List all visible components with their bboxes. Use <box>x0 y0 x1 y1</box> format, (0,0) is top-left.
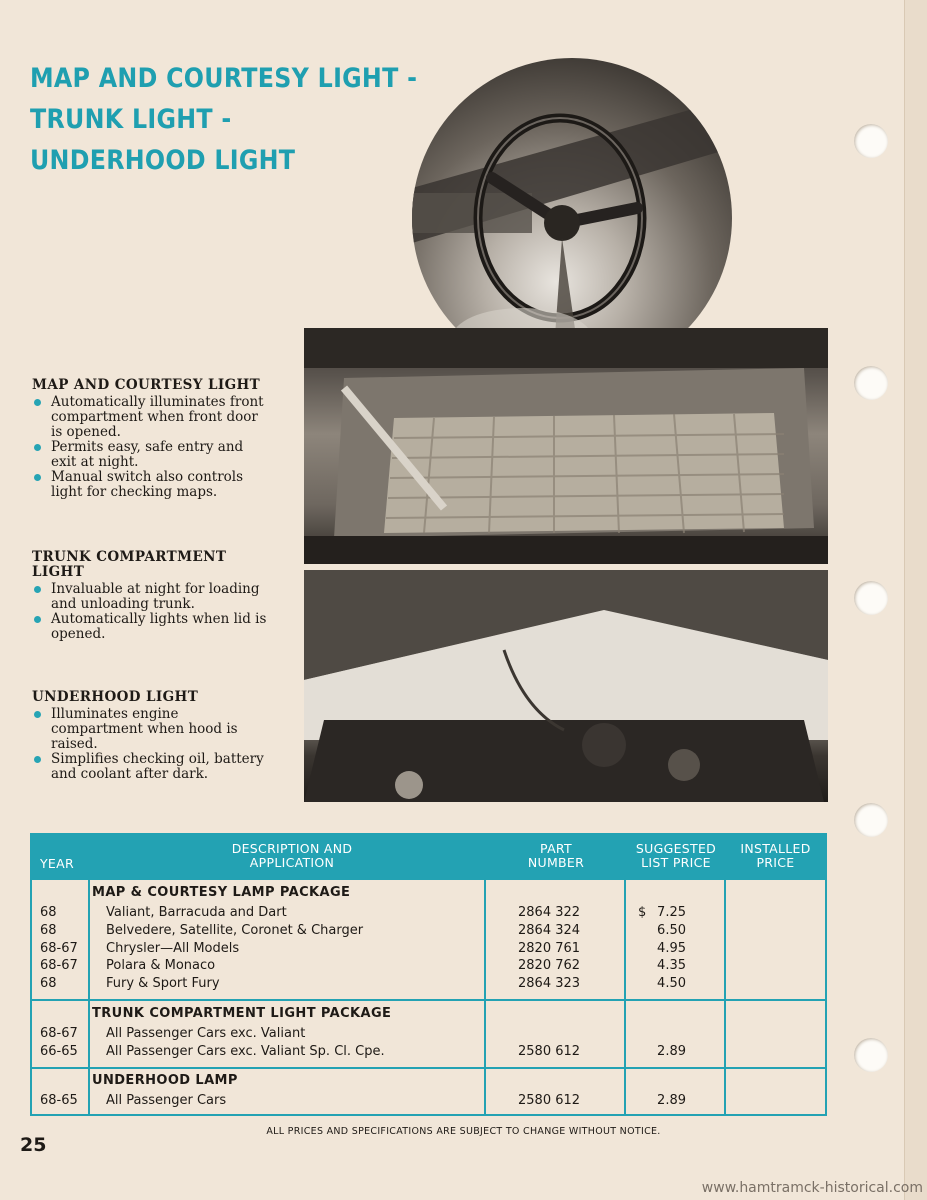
title-line-3: UNDERHOOD LIGHT <box>30 145 296 176</box>
trunk-illustration <box>304 328 828 564</box>
header-installed-price: INSTALLED PRICE <box>740 841 811 870</box>
engine-illustration <box>304 570 828 802</box>
page-number: 25 <box>20 1134 47 1156</box>
section-title: UNDERHOOD LAMP <box>92 1073 238 1088</box>
table-row: 68-67 Polara & Monaco 2820 762 4.35 <box>40 958 686 973</box>
feature-item: Manual switch also controls light for checking maps. <box>32 470 268 500</box>
bullet-icon <box>34 586 41 593</box>
binder-hole <box>854 124 888 158</box>
table-header <box>32 835 825 880</box>
header-list-price: SUGGESTED LIST PRICE <box>635 841 717 870</box>
page-title <box>30 58 418 181</box>
feature-item: Simplifies checking oil, battery and coolant after dark. <box>32 752 268 782</box>
watermark: www.hamtramck-historical.com <box>701 1180 923 1196</box>
bullet-icon <box>34 616 41 623</box>
binder-hole <box>854 1038 888 1072</box>
feature-item: Invaluable at night for loading and unloading trunk. <box>32 582 268 612</box>
footnote: ALL PRICES AND SPECIFICATIONS ARE SUBJECT TO CHANGE WITHOUT NOTICE. <box>266 1126 661 1137</box>
table-row: 68-65 All Passenger Cars 2580 612 2.89 <box>40 1093 686 1108</box>
page-edge <box>904 0 927 1200</box>
feature-heading: UNDERHOOD LIGHT <box>32 689 199 705</box>
table-row: 66-65 All Passenger Cars exc. Valiant Sp. Cl. Cpe. 2580 612 2.89 <box>40 1044 686 1059</box>
table-row: 68 Valiant, Barracuda and Dart 2864 322 $ 7.25 <box>40 905 686 920</box>
binder-hole <box>854 581 888 615</box>
table-row: 68 Belvedere, Satellite, Coronet & Charger 2864 324 6.50 <box>40 923 686 938</box>
feature-item: Automatically illuminates front compartment when front door is opened. <box>32 395 268 440</box>
bullet-icon <box>34 399 41 406</box>
header-part-number: PART NUMBER <box>527 841 585 870</box>
feature-item: Automatically lights when lid is opened. <box>32 612 268 642</box>
title-line-1: MAP AND COURTESY LIGHT - <box>30 63 418 94</box>
feature-heading: MAP AND COURTESY LIGHT <box>32 377 261 393</box>
table-row: 68-67 Chrysler—All Models 2820 761 4.95 <box>40 941 686 956</box>
bullet-icon <box>34 474 41 481</box>
bullet-icon <box>34 756 41 763</box>
feature-underhood-light <box>32 690 268 782</box>
bullet-icon <box>34 711 41 718</box>
section-divider <box>32 999 825 1001</box>
section-divider <box>32 1067 825 1069</box>
table-row: 68 Fury & Sport Fury 2864 323 4.50 <box>40 976 686 991</box>
header-year: YEAR <box>40 856 74 871</box>
feature-map-courtesy-light <box>32 378 268 500</box>
binder-hole <box>854 366 888 400</box>
feature-heading: TRUNK COMPARTMENT LIGHT <box>32 549 227 580</box>
feature-item: Permits easy, safe entry and exit at night. <box>32 440 268 470</box>
title-line-2: TRUNK LIGHT - <box>30 104 232 135</box>
table-row: 68-67 All Passenger Cars exc. Valiant <box>40 1026 306 1041</box>
price-table <box>30 833 827 1116</box>
trunk-compartment-photo <box>304 328 828 564</box>
section-title: TRUNK COMPARTMENT LIGHT PACKAGE <box>92 1006 392 1021</box>
header-description: DESCRIPTION AND APPLICATION <box>231 841 353 870</box>
bullet-icon <box>34 444 41 451</box>
feature-item: Illuminates engine compartment when hood is raised. <box>32 707 268 752</box>
feature-trunk-compartment-light <box>32 550 268 642</box>
section-title: MAP & COURTESY LAMP PACKAGE <box>92 885 351 900</box>
underhood-photo <box>304 570 828 802</box>
binder-hole <box>854 803 888 837</box>
